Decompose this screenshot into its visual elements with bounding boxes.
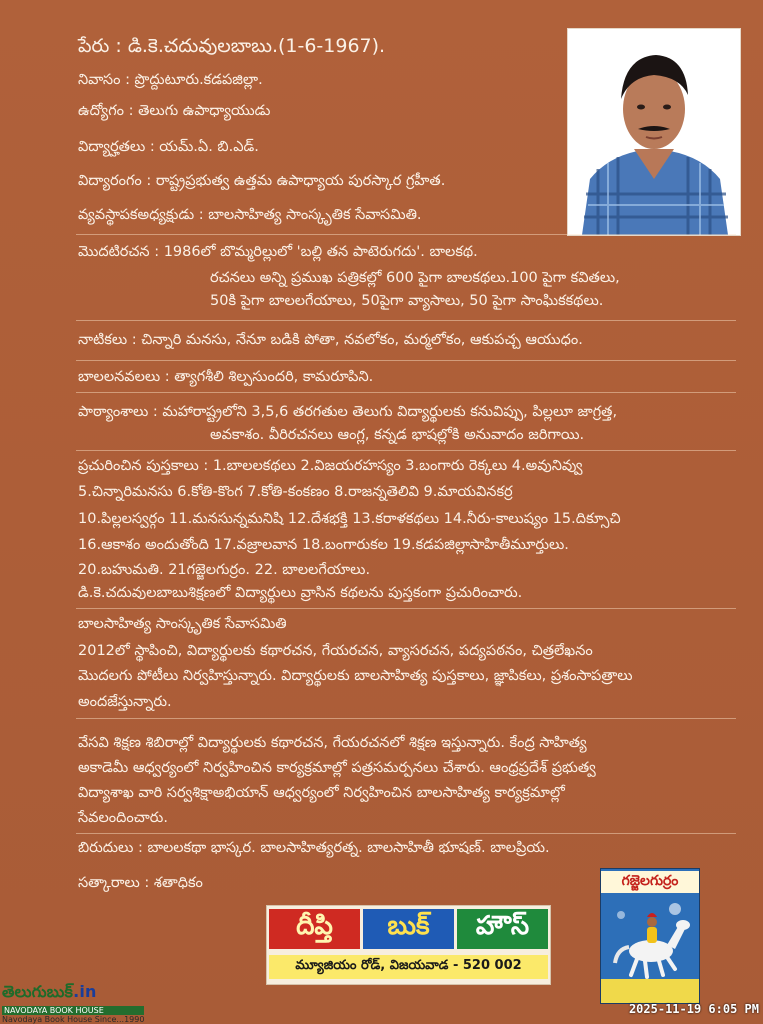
samithi-line-1: 2012లో స్థాపించి, విద్యార్థులకు కథారచన, గేయరచన, వ్యాసరచన, పద్యపఠనం, చిత్రలేఖనం [78,643,593,659]
education-line: విద్యార్హతలు : యమ్.ఏ. బి.ఎడ్. [78,139,259,155]
titles-line: బిరుదులు : బాలలకథా భాస్కర. బాలసాహిత్యరత్న. బాలసాహితీ భూషణ్. బాలప్రియ. [78,840,550,856]
honors-line: సత్కారాలు : శతాధికం [78,875,203,891]
timestamp: 2025-11-19 6:05 PM [628,1002,759,1016]
syllabus-line-1: పాఠ్యాంశాలు : మహారాష్ట్రలోని 3,5,6 తరగతుల తెలుగు విద్యార్థులకు కనువిప్పు, పిల్లలూ జాగ్రత్త, [78,404,618,420]
books-line-5: 20.బహుమతి. 21గజ్జెలగుర్రం. 22. బాలలగేయాలు. [78,562,371,578]
watermark-logo-text: తెలుగుబుక్ [2,982,74,1001]
publisher-word-1: దీప్తి [269,909,360,949]
camp-line-1: వేసవి శిక్షణ శిబిరాల్లో విద్యార్థులకు కథారచన, గేయరచనలో శిక్షణ ఇస్తున్నారు. కేంద్ర సాహిత్య [78,735,587,751]
divider [76,833,736,834]
plays-line: నాటికలు : చిన్నారి మనసు, నేనూ బడికి పోతా, నవలోకం, మర్మలోకం, ఆకుపచ్చ ఆయుధం. [78,332,583,348]
books-line-6: డి.కె.చదువులబాబుశిక్షణలో విద్యార్థులు వ్రాసిన కథలను పుస్తకంగా ప్రచురించారు. [78,585,523,601]
watermark-sub: Navodaya Book House Since...1990 [2,1015,145,1024]
occupation-line: ఉద్యోగం : తెలుగు ఉపాధ్యాయుడు [78,103,271,119]
publisher-address: మ్యూజియం రోడ్, విజయవాడ - 520 002 [269,955,548,979]
founder-line: వ్యవస్థాపకఅధ్యక్షుడు : బాలసాహిత్య సాంస్కృతిక సేవాసమితి. [78,207,422,223]
divider [76,608,736,609]
samithi-title: బాలసాహిత్య సాంస్కృతిక సేవాసమితి [78,616,287,632]
divider [76,320,736,321]
books-line-2: 5.చిన్నారిమనసు 6.కోతి-కొంగ 7.కోతి-కంకణం 8.రాజన్నతెలివి 9.మాయవినకర్ర [78,484,513,500]
publisher-word-3: హౌస్ [457,909,548,949]
divider [76,718,736,719]
books-line-4: 16.ఆకాశం అందుతోంది 17.వజ్రాలవాన 18.బంగారుకల 19.కడపజిల్లాసాహితీమూర్తులు. [78,537,569,553]
divider [76,360,736,361]
residence-line: నివాసం : ప్రొద్దుటూరు.కడపజిల్లా. [78,72,263,88]
divider [76,450,736,451]
samithi-line-3: అందజేస్తున్నారు. [78,694,172,710]
camp-line-3: విద్యాశాఖ వారి సర్వశిక్షాఅభియాన్ ఆధ్వర్యంలో నిర్వహించిన బాలసాహిత్య కార్యక్రమాల్లో [78,785,565,801]
books-line-1: ప్రచురించిన పుస్తకాలు : 1.బాలలకథలు 2.విజయరహస్యం 3.బంగారు రెక్కలు 4.అవునివ్వు [78,458,583,474]
name-line: పేరు : డి.కె.చదువులబాబు.(1-6-1967). [78,35,386,57]
books-line-3: 10.పిల్లలస్వర్గం 11.మనసున్నమనిషి 12.దేశభక్తి 13.కరాళకథలు 14.నీరు-కాలుష్యం 15.దిక్సూచి [78,511,621,527]
publisher-logo [266,905,551,985]
watermark-logo-suffix: .in [73,982,97,1001]
watermark-logo [2,982,144,1005]
camp-line-4: సేవలందించారు. [78,810,168,826]
book-cover-title: గజ్జెలగుర్రం [601,871,699,893]
first-work-line: మొదటిరచన : 1986లో బొమ్మరిల్లులో 'బల్లి తన పాటెరుగదు'. బాలకథ. [78,244,478,260]
book-cover-thumbnail [600,868,700,1004]
watermark [2,982,144,1024]
samithi-line-2: మొదలగు పోటీలు నిర్వహిస్తున్నారు. విద్యార్థులకు బాలసాహిత్య పుస్తకాలు, జ్ఞాపికలు, ప్రశంసాపత్రాలు [78,668,633,684]
works-summary-line-2: 50కి పైగా బాలలగేయాలు, 50పైగా వ్యాసాలు, 50 పైగా సాంఘికకథలు. [210,293,604,309]
camp-line-2: అకాడెమీ ఆధ్వర్యంలో నిర్వహించిన కార్యక్రమాల్లో పత్రసమర్పనలు చేశారు. ఆంధ్రప్రదేశ్ ప్రభుత్వ [78,760,596,776]
works-summary-line-1: రచనలు అన్ని ప్రముఖ పత్రికల్లో 600 పైగా బాలకథలు.100 పైగా కవితలు, [210,270,620,286]
watermark-strip: NAVODAYA BOOK HOUSE [2,1006,144,1015]
divider [76,234,736,235]
syllabus-line-2: అవకాశం. వీరిరచనలు ఆంగ్ల, కన్నడ భాషల్లోకి అనువాదం జరిగాయి. [210,427,585,443]
novels-line: బాలలనవలలు : త్యాగశీలి శిల్పసుందరి, కామరూపిని. [78,369,374,385]
divider [76,392,736,393]
author-photo [567,28,741,236]
book-cover-footer [601,979,699,1003]
education-field-line: విద్యారంగం : రాష్ట్రప్రభుత్వ ఉత్తమ ఉపాధ్యాయ పురస్కార గ్రహీత. [78,173,446,189]
publisher-word-2: బుక్ [363,909,454,949]
